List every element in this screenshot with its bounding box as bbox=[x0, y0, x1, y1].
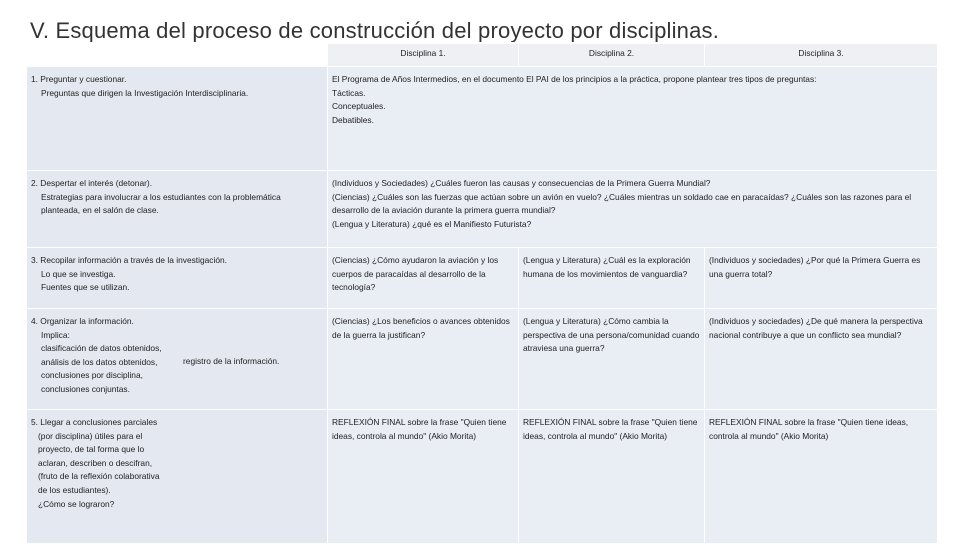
table-row bbox=[27, 248, 938, 309]
cell-text: (Ciencias) ¿Los beneficios o avances obtenidos de la guerra la justifican? bbox=[332, 316, 510, 340]
discipline-3-cell bbox=[705, 410, 938, 544]
stage-line: conclusiones por disciplina, bbox=[41, 370, 143, 381]
cell-text: (Lengua y Literatura) ¿Cuál es la exploración humana de los movimientos de vanguardia? bbox=[523, 255, 691, 279]
discipline-3-cell bbox=[705, 248, 938, 309]
process-table bbox=[26, 43, 938, 544]
stage-line: clasificación de datos obtenidos, bbox=[41, 343, 162, 354]
cell-text: (Ciencias) ¿Cómo ayudaron la aviación y los cuerpos de paracaídas al desarrollo de la tecnología? bbox=[332, 255, 499, 293]
stage-line: (por disciplina) útiles para el bbox=[38, 430, 143, 441]
stage-line: Implica: bbox=[41, 329, 70, 340]
stage-heading: 3. Recopilar información a través de la investigación. bbox=[31, 255, 227, 265]
stage-cell bbox=[27, 67, 328, 171]
table-row bbox=[27, 410, 938, 544]
cell-text: Debatibles. bbox=[332, 114, 374, 125]
discipline-1-cell bbox=[328, 410, 519, 544]
stage-line: Estrategias para involucrar a los estudiantes con la problemática planteada, en el salón de clase. bbox=[41, 191, 281, 216]
discipline-2-cell bbox=[519, 309, 705, 410]
cell-text: Conceptuales. bbox=[332, 101, 386, 112]
stage-line: conclusiones conjuntas. bbox=[41, 383, 130, 394]
cell-text: (Individuos y sociedades) ¿De qué manera la perspectiva nacional contribuye a que un conflicto sea mundial? bbox=[709, 316, 923, 340]
stage-cell bbox=[27, 171, 328, 248]
header-discipline-2: Disciplina 2. bbox=[519, 44, 705, 67]
cell-text: REFLEXIÓN FINAL sobre la frase "Quien tiene ideas, controla al mundo" (Akio Morita) bbox=[523, 417, 698, 441]
header-discipline-3: Disciplina 3. bbox=[705, 44, 938, 67]
stage-line: (fruto de la reflexión colaborativa bbox=[38, 471, 160, 482]
cell-text: Tácticas. bbox=[332, 87, 366, 98]
table-row bbox=[27, 67, 938, 171]
stage-cell bbox=[27, 309, 328, 410]
stage-heading: 5. Llegar a conclusiones parciales bbox=[31, 417, 158, 427]
stage-line: Preguntas que dirigen la Investigación Interdisciplinaria. bbox=[41, 87, 249, 98]
cell-text: (Lengua y Literatura) ¿qué es el Manifiesto Futurista? bbox=[332, 218, 532, 229]
stage-line: análisis de los datos obtenidos, bbox=[41, 356, 158, 367]
stage-heading: 2. Despertar el interés (detonar). bbox=[31, 178, 153, 188]
cell-text: El Programa de Años Intermedios, en el documento El PAI de los principios a la práctica, propone plantear tres tipos de preguntas: bbox=[332, 74, 817, 84]
discipline-2-cell bbox=[519, 410, 705, 544]
cell-text: (Individuos y Sociedades) ¿Cuáles fueron las causas y consecuencias de la Primera Guerra Mundial? bbox=[332, 178, 711, 188]
discipline-1-cell bbox=[328, 248, 519, 309]
table-row bbox=[27, 171, 938, 248]
cell-text: REFLEXIÓN FINAL sobre la frase "Quien tiene ideas, controla al mundo" (Akio Morita) bbox=[332, 417, 507, 441]
discipline-1-cell bbox=[328, 309, 519, 410]
discipline-3-cell bbox=[705, 309, 938, 410]
cell-text: (Individuos y sociedades) ¿Por qué la Primera Guerra es una guerra total? bbox=[709, 255, 921, 279]
stage-heading: 1. Preguntar y cuestionar. bbox=[31, 74, 127, 84]
cell-text: (Lengua y Literatura) ¿Cómo cambia la perspectiva de una persona/comunidad cuando atraviesa una guerra? bbox=[523, 316, 700, 354]
stage-cell bbox=[27, 248, 328, 309]
stage-line: aclaran, describen o descifran, bbox=[38, 457, 153, 468]
stage-cell bbox=[27, 410, 328, 544]
discipline-2-cell bbox=[519, 248, 705, 309]
cell-text: (Ciencias) ¿Cuáles son las fuerzas que actúan sobre un avión en vuelo? ¿Cuáles mientras un soldado cae en paracaídas? ¿Cuáles son las razones para el desarrollo de la aviación durante la primera guerra mundial? bbox=[332, 191, 912, 216]
merged-discipline-cell bbox=[328, 171, 938, 248]
stage-line: proyecto, de tal forma que lo bbox=[38, 444, 145, 455]
stage-side-note: registro de la información. bbox=[183, 356, 280, 366]
slide-title: V. Esquema del proceso de construcción del proyecto por disciplinas. bbox=[30, 18, 720, 42]
header-discipline-1: Disciplina 1. bbox=[328, 44, 519, 67]
stage-heading: 4. Organizar la información. bbox=[31, 316, 134, 326]
stage-line: Lo que se investiga. bbox=[41, 268, 116, 279]
stage-line: Fuentes que se utilizan. bbox=[41, 282, 130, 293]
header-corner-cell bbox=[27, 44, 328, 67]
merged-discipline-cell bbox=[328, 67, 938, 171]
cell-text: REFLEXIÓN FINAL sobre la frase "Quien tiene ideas, controla al mundo" (Akio Morita) bbox=[709, 417, 909, 441]
stage-line: de los estudiantes). bbox=[38, 484, 111, 495]
table-row bbox=[27, 309, 938, 410]
header-row bbox=[27, 44, 938, 67]
stage-line: ¿Cómo se lograron? bbox=[38, 498, 115, 509]
